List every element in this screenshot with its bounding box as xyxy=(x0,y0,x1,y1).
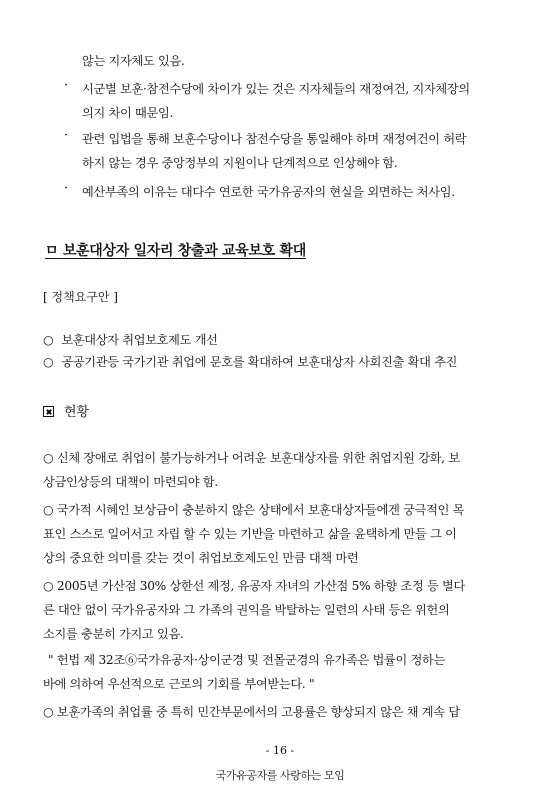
bullet-text: 예산부족의 이유는 대다수 연로한 국가유공자의 현실을 외면하는 처사임. xyxy=(82,185,455,199)
paragraph-line: ○ 2005년 가산점 30% 상한선 제정, 유공자 자녀의 가산점 5% 하향 조정 등 별다 xyxy=(43,579,465,593)
paragraph-line: ○ 보훈가족의 취업률 중 특히 민간부문에서의 고용률은 향상되지 않은 채 계속 답 xyxy=(43,705,460,719)
section-title-text: 보훈대상자 일자리 창출과 교육보호 확대 xyxy=(62,243,306,259)
paragraph-line: 표인 스스로 일어서고 자립 할 수 있는 기반을 마련하고 삶을 윤택하게 만들 그 이 xyxy=(43,527,457,541)
bullet-dot: · xyxy=(64,181,69,196)
section-heading xyxy=(45,240,306,260)
footer-organization: 국가유공자를 사랑하는 모임 xyxy=(215,769,345,782)
paragraph-line: ○ 신체 장애로 취업이 불가능하거나 어려운 보훈대상자를 위한 취업지원 강화, 보 xyxy=(43,451,460,465)
section-marker: ㅁ xyxy=(45,243,59,259)
paragraph-line: 른 대안 없이 국가유공자와 그 가족의 권익을 박탈하는 일련의 사태 등은 위헌의 xyxy=(43,603,450,617)
bullet-text: 시군별 보훈·참전수당에 차이가 있는 것은 지자체들의 재정여건, 지자체장의 xyxy=(82,82,470,96)
policy-item xyxy=(43,353,457,370)
current-heading xyxy=(43,401,89,420)
page-number: - 16 - xyxy=(265,744,295,757)
bullet-text: 관련 입법을 통해 보훈수당이나 참전수당을 통일해야 하며 재정여건이 허락 xyxy=(82,132,467,146)
policy-item-text: 공공기관등 국가기관 취업에 문호를 확대하여 보훈대상자 사회진출 확대 추진 xyxy=(61,355,458,369)
bullet-dot: · xyxy=(64,128,69,143)
bullet-text: 하지 않는 경우 중앙정부의 지원이나 단계적으로 인상해야 함. xyxy=(82,156,398,170)
policy-item-text: 보훈대상자 취업보호제도 개선 xyxy=(61,333,218,347)
quote-line: 바에 의하여 우선적으로 근로의 기회를 부여받는다. " xyxy=(43,677,315,691)
square-cross-icon xyxy=(43,406,54,417)
paragraph-line: 상의 중요한 의미를 갖는 것이 취업보호제도인 만큼 대책 마련 xyxy=(43,551,359,565)
current-label: 현황 xyxy=(64,405,90,420)
bullet-dot: · xyxy=(64,78,69,93)
policy-label: [ 정책요구안 ] xyxy=(43,290,118,304)
circle-bullet: ○ xyxy=(43,355,54,369)
paragraph-line: ○ 국가적 시혜인 보상금이 충분하지 않은 상태에서 보훈대상자들에겐 궁극적인 목 xyxy=(43,503,465,517)
continuation-text: 않는 지자체도 있음. xyxy=(82,54,185,68)
policy-item xyxy=(43,331,218,348)
paragraph-line: 상금인상등의 대책이 마련되야 함. xyxy=(43,475,218,489)
quote-line: " 헌법 제 32조⑥국가유공자·상이군경 및 전몰군경의 유가족은 법률이 정하는 xyxy=(48,653,445,667)
paragraph-line: 소지를 충분히 가지고 있음. xyxy=(43,627,184,641)
bullet-text: 의지 차이 때문임. xyxy=(82,106,174,120)
circle-bullet: ○ xyxy=(43,333,54,347)
